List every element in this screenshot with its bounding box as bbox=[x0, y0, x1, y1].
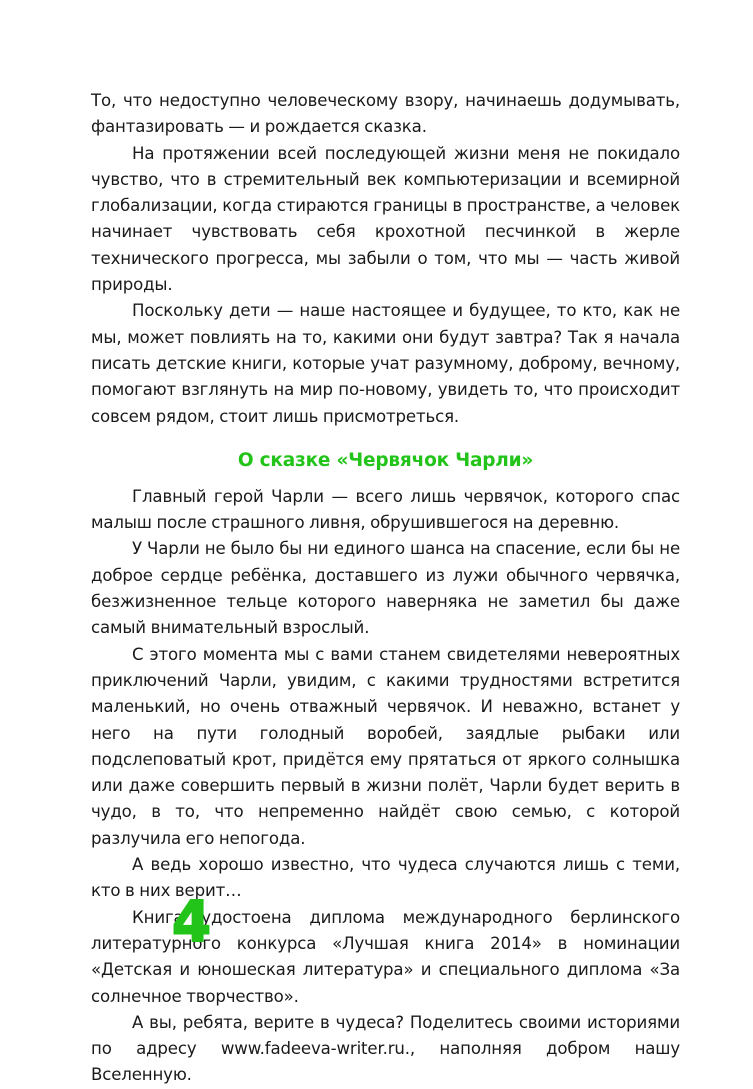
section-heading: О сказке «Червячок Чарли» bbox=[237, 449, 534, 471]
section-paragraph-3: С этого момента мы с вами станем свидетелями невероятных приключений Чарли, увидим, с какими трудностями встретится маленький, но очень отважный червячок. И неважно, встанет у него на пути голодный воробей, заядлые рыбаки или подслеповатый крот, придётся ему прятаться от яркого солнышка или даже совершить первый в жизни полёт, Чарли будет верить в чудо, в то, что непременно найдёт свою семью, с которой разлучила его непогода. bbox=[91, 644, 680, 848]
section-paragraph-4: А ведь хорошо известно, что чудеса случаются лишь с теми, кто в них верит… bbox=[91, 855, 680, 901]
section-paragraph-5: Книга удостоена диплома международного берлинского литературного конкурса «Лучшая книга 2014» в номинации «Детская и юношеская литература» и специального диплома «За солнечное творчество». bbox=[91, 907, 680, 1006]
intro-paragraph-2: На протяжении всей последующей жизни меня не покидало чувство, что в стремительный век компьютеризации и всемирной глобализации, когда стираются границы в пространстве, а человек начинает чувствовать себя крохотной песчинкой в жерле технического прогресса, мы забыли о том, что мы — часть живой природы. bbox=[91, 143, 680, 295]
intro-paragraph-3: Поскольку дети — наше настоящее и будущее, то кто, как не мы, может повлиять на то, какими они будут завтра? Так я начала писать детские книги, которые учат разумному, доброму, вечному, помогают взглянуть на мир по-новому, увидеть то, что происходит совсем рядом, стоит лишь присмотреться. bbox=[91, 301, 680, 426]
intro-paragraph-1: То, что недоступно человеческому взору, начинаешь додумывать, фантазировать — и рождается сказка. bbox=[91, 91, 680, 137]
section-paragraph-6: А вы, ребята, верите в чудеса? Поделитесь своими историями по адресу www.fadeeva-writer.ru., наполняя добром нашу Вселенную. bbox=[91, 1012, 680, 1085]
page-number: 4 bbox=[172, 890, 211, 955]
section-paragraph-1: Главный герой Чарли — всего лишь червячок, которого спас малыш после страшного ливня, обрушившегося на деревню. bbox=[91, 486, 680, 533]
section-paragraph-2: У Чарли не было бы ни единого шанса на спасение, если бы не доброе сердце ребёнка, доставшего из лужи обычного червячка, безжизненное тельце которого наверняка не заметил бы даже самый внимательный взрослый. bbox=[91, 539, 680, 638]
